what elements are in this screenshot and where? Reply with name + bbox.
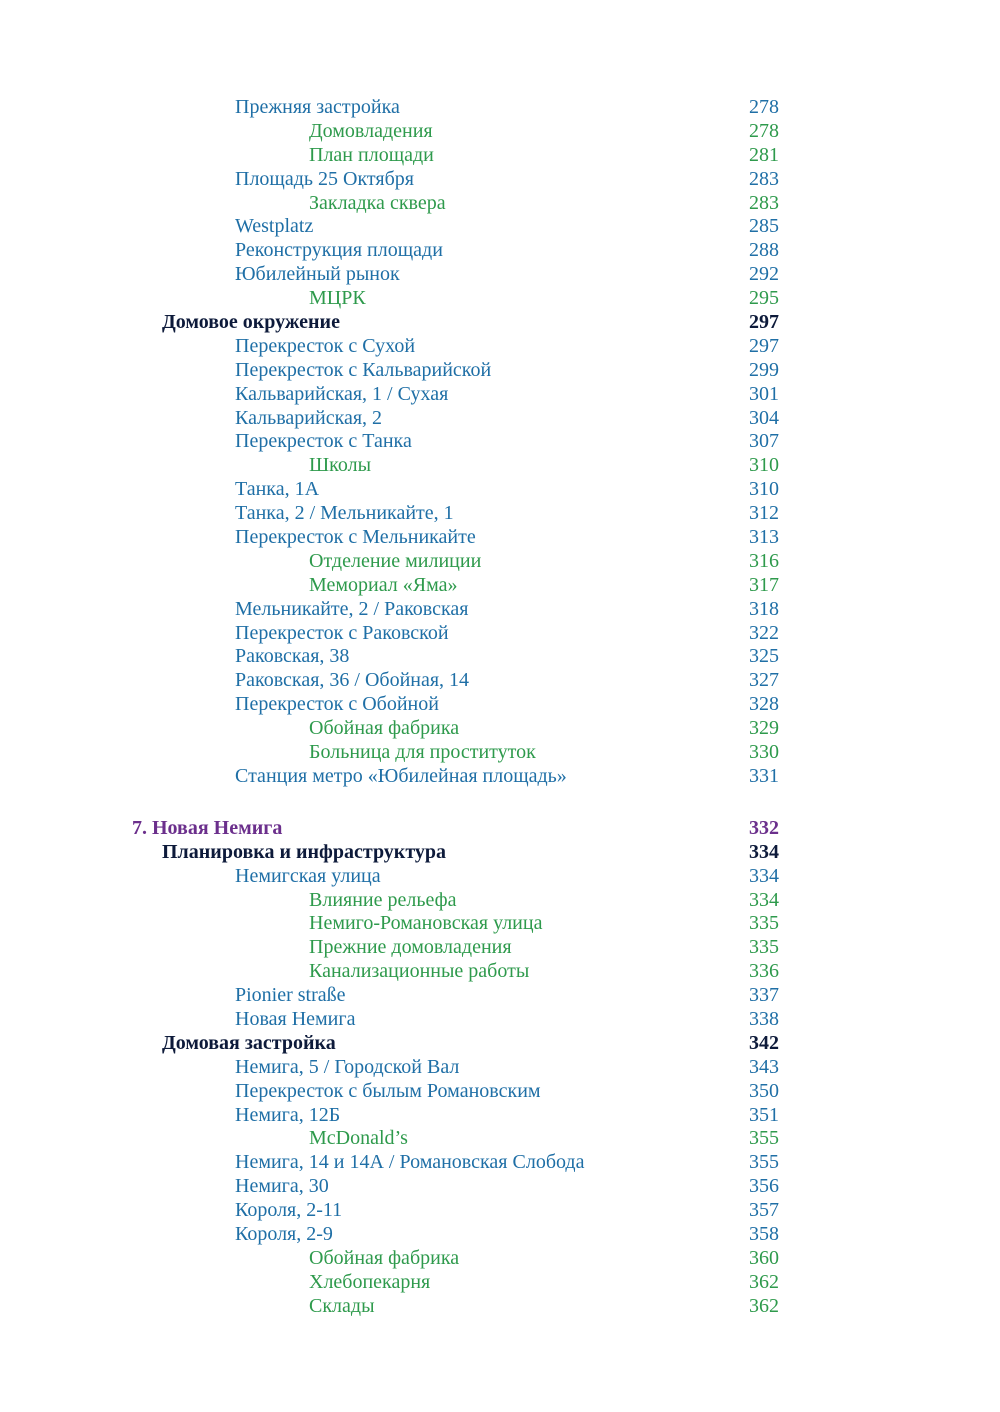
toc-entry-title: Юбилейный рынок [235,263,400,286]
toc-entry [0,817,1000,841]
toc-entry-title: План площади [309,143,434,166]
toc-entry-title: Перекресток с Мельникайте [235,526,476,549]
toc-entry-page: 283 [749,191,779,214]
toc-entry-page: 362 [749,1270,779,1293]
toc-entry [0,1056,1000,1080]
toc-entry-page: 331 [749,764,779,787]
toc-entry-title: Школы [309,454,372,477]
toc-entry-page: 281 [749,143,779,166]
toc-entry-page: 328 [749,693,779,716]
toc-entry-page: 317 [749,573,779,596]
toc-entry [0,765,1000,789]
toc-entry-title: McDonald’s [309,1127,408,1150]
toc-entry [0,1175,1000,1199]
toc-entry-page: 288 [749,239,779,262]
toc-entry [0,936,1000,960]
toc-entry [0,1008,1000,1032]
toc-entry-page: 325 [749,645,779,668]
toc-entry-title: Немига, 30 [235,1175,329,1198]
toc-entry-title: Кальварийская, 1 / Сухая [235,382,449,405]
toc-entry-title: Реконструкция площади [235,239,443,262]
toc-entry-title: МЦРК [309,287,366,310]
toc-entry-page: 299 [749,358,779,381]
toc-entry-title: Площадь 25 Октября [235,167,414,190]
toc-entry-page: 356 [749,1175,779,1198]
toc-entry-page: 338 [749,1007,779,1030]
toc-entry-title: Pionier straße [235,984,346,1007]
toc-entry [0,1271,1000,1295]
toc-entry-title: Планировка и инфраструктура [162,840,447,863]
toc-entry-title: Перекресток с Сухой [235,334,416,357]
toc-entry-title: Перекресток с Раковской [235,621,449,644]
toc-entry [0,912,1000,936]
toc-entry-page: 295 [749,287,779,310]
toc-entry-title: Склады [309,1294,375,1317]
toc-entry-page: 335 [749,936,779,959]
toc-entry-page: 312 [749,502,779,525]
toc-entry [0,454,1000,478]
toc-entry-page: 334 [749,864,779,887]
toc-entry-page: 334 [749,840,779,863]
toc-entry-page: 343 [749,1055,779,1078]
toc-entry-page: 335 [749,912,779,935]
toc-entry-title: Немига, 12Б [235,1103,341,1126]
toc-entry [0,645,1000,669]
toc-entry [0,1127,1000,1151]
toc-entry [0,168,1000,192]
toc-entry [0,550,1000,574]
toc-entry [0,1223,1000,1247]
toc-entry-page: 358 [749,1222,779,1245]
toc-entry-title: Прежние домовладения [309,936,512,959]
toc-entry [0,407,1000,431]
toc-entry-page: 332 [749,816,779,839]
toc-entry [0,693,1000,717]
toc-entry-page: 337 [749,984,779,1007]
toc-entry-page: 327 [749,669,779,692]
toc-entry-page: 310 [749,454,779,477]
toc-entry [0,430,1000,454]
toc-entry-page: 278 [749,119,779,142]
toc-entry [0,144,1000,168]
toc-entry [0,717,1000,741]
toc-entry-page: 362 [749,1294,779,1317]
toc-entry [0,960,1000,984]
toc-entry [0,1104,1000,1128]
toc-entry-page: 310 [749,478,779,501]
toc-entry [0,574,1000,598]
toc-entry-title: Раковская, 36 / Обойная, 14 [235,669,470,692]
toc-entry-title: Больница для проституток [309,741,536,764]
toc-entry [0,1199,1000,1223]
toc-entry-page: 334 [749,888,779,911]
toc-entry-title: Обойная фабрика [309,1246,460,1269]
toc-entry-title: Немига, 14 и 14А / Романовская Слобода [235,1151,585,1174]
toc-entry-title: Раковская, 38 [235,645,350,668]
toc-entry [0,1151,1000,1175]
toc-entry-title: Короля, 2-11 [235,1199,343,1222]
toc-entry-page: 292 [749,263,779,286]
toc-entry-title: Обойная фабрика [309,717,460,740]
toc-entry [0,359,1000,383]
toc-entry [0,1080,1000,1104]
toc-entry [0,287,1000,311]
toc-entry-title: Влияние рельефа [309,888,457,911]
toc-entry-title: Домовое окружение [162,311,340,334]
toc-entry [0,1295,1000,1319]
toc-entry [0,889,1000,913]
toc-entry-page: 350 [749,1079,779,1102]
toc-entry-title: Мемориал «Яма» [309,573,458,596]
toc-entry [0,865,1000,889]
toc-entry [0,526,1000,550]
toc-entry-page: 336 [749,960,779,983]
toc-entry [0,239,1000,263]
toc-entry [0,984,1000,1008]
toc-entry-page: 360 [749,1246,779,1269]
toc-entry [0,335,1000,359]
toc-part-2 [0,817,1000,1319]
toc-entry-title: Танка, 2 / Мельникайте, 1 [235,502,454,525]
toc-entry-title: Немиго-Романовская улица [309,912,543,935]
toc-entry-page: 285 [749,215,779,238]
toc-entry [0,120,1000,144]
toc-entry-title: Танка, 1А [235,478,320,501]
toc-entry [0,96,1000,120]
toc-entry-page: 342 [749,1031,779,1054]
toc-entry-page: 357 [749,1199,779,1222]
toc-entry [0,1247,1000,1271]
toc-entry-title: Новая Немига [235,1007,356,1030]
toc-entry [0,598,1000,622]
toc-entry [0,622,1000,646]
toc-gap [0,789,1000,817]
toc-entry-title: Перекресток с Обойной [235,693,439,716]
toc-entry-page: 301 [749,382,779,405]
toc-part-1 [0,96,1000,789]
toc-entry-page: 297 [749,334,779,357]
toc-entry-page: 322 [749,621,779,644]
toc-entry-title: Прежняя застройка [235,96,400,118]
toc-entry-page: 330 [749,741,779,764]
toc-entry-page: 351 [749,1103,779,1126]
toc-entry [0,502,1000,526]
toc-entry-page: 283 [749,167,779,190]
toc-entry [0,263,1000,287]
toc-entry-title: Мельникайте, 2 / Раковская [235,597,469,620]
toc-entry-title: Домовая застройка [162,1031,336,1054]
toc-entry-title: Westplatz [235,215,314,238]
toc-entry-page: 307 [749,430,779,453]
toc-entry-title: Перекресток с Кальварийской [235,358,492,381]
toc-entry-page: 297 [749,311,779,334]
toc-entry [0,383,1000,407]
toc-entry-title: Закладка сквера [309,191,446,214]
toc-entry-page: 316 [749,549,779,572]
toc-entry [0,841,1000,865]
toc-entry [0,311,1000,335]
toc-entry-title: Немига, 5 / Городской Вал [235,1055,460,1078]
toc-entry-title: Станция метро «Юбилейная площадь» [235,764,567,787]
toc-entry-page: 278 [749,96,779,118]
toc-entry-title: Перекресток с былым Романовским [235,1079,541,1102]
toc-entry [0,478,1000,502]
toc-entry-title: Домовладения [309,119,433,142]
toc-entry-title: Кальварийская, 2 [235,406,383,429]
toc-entry-page: 318 [749,597,779,620]
toc-entry-title: Хлебопекарня [309,1270,431,1293]
toc-entry-title: 7. Новая Немига [132,816,283,839]
toc-entry-page: 355 [749,1127,779,1150]
toc-entry-page: 355 [749,1151,779,1174]
toc-entry-page: 313 [749,526,779,549]
toc-entry-title: Канализационные работы [309,960,530,983]
toc-entry-page: 304 [749,406,779,429]
toc-entry-title: Перекресток с Танка [235,430,412,453]
toc-entry-page: 329 [749,717,779,740]
toc-entry-title: Отделение милиции [309,549,482,572]
toc-entry [0,1032,1000,1056]
toc-entry [0,192,1000,216]
toc-entry-title: Немигская улица [235,864,381,887]
table-of-contents [0,96,1000,1319]
toc-entry-title: Короля, 2-9 [235,1222,333,1245]
toc-entry [0,669,1000,693]
toc-entry [0,741,1000,765]
toc-entry [0,215,1000,239]
